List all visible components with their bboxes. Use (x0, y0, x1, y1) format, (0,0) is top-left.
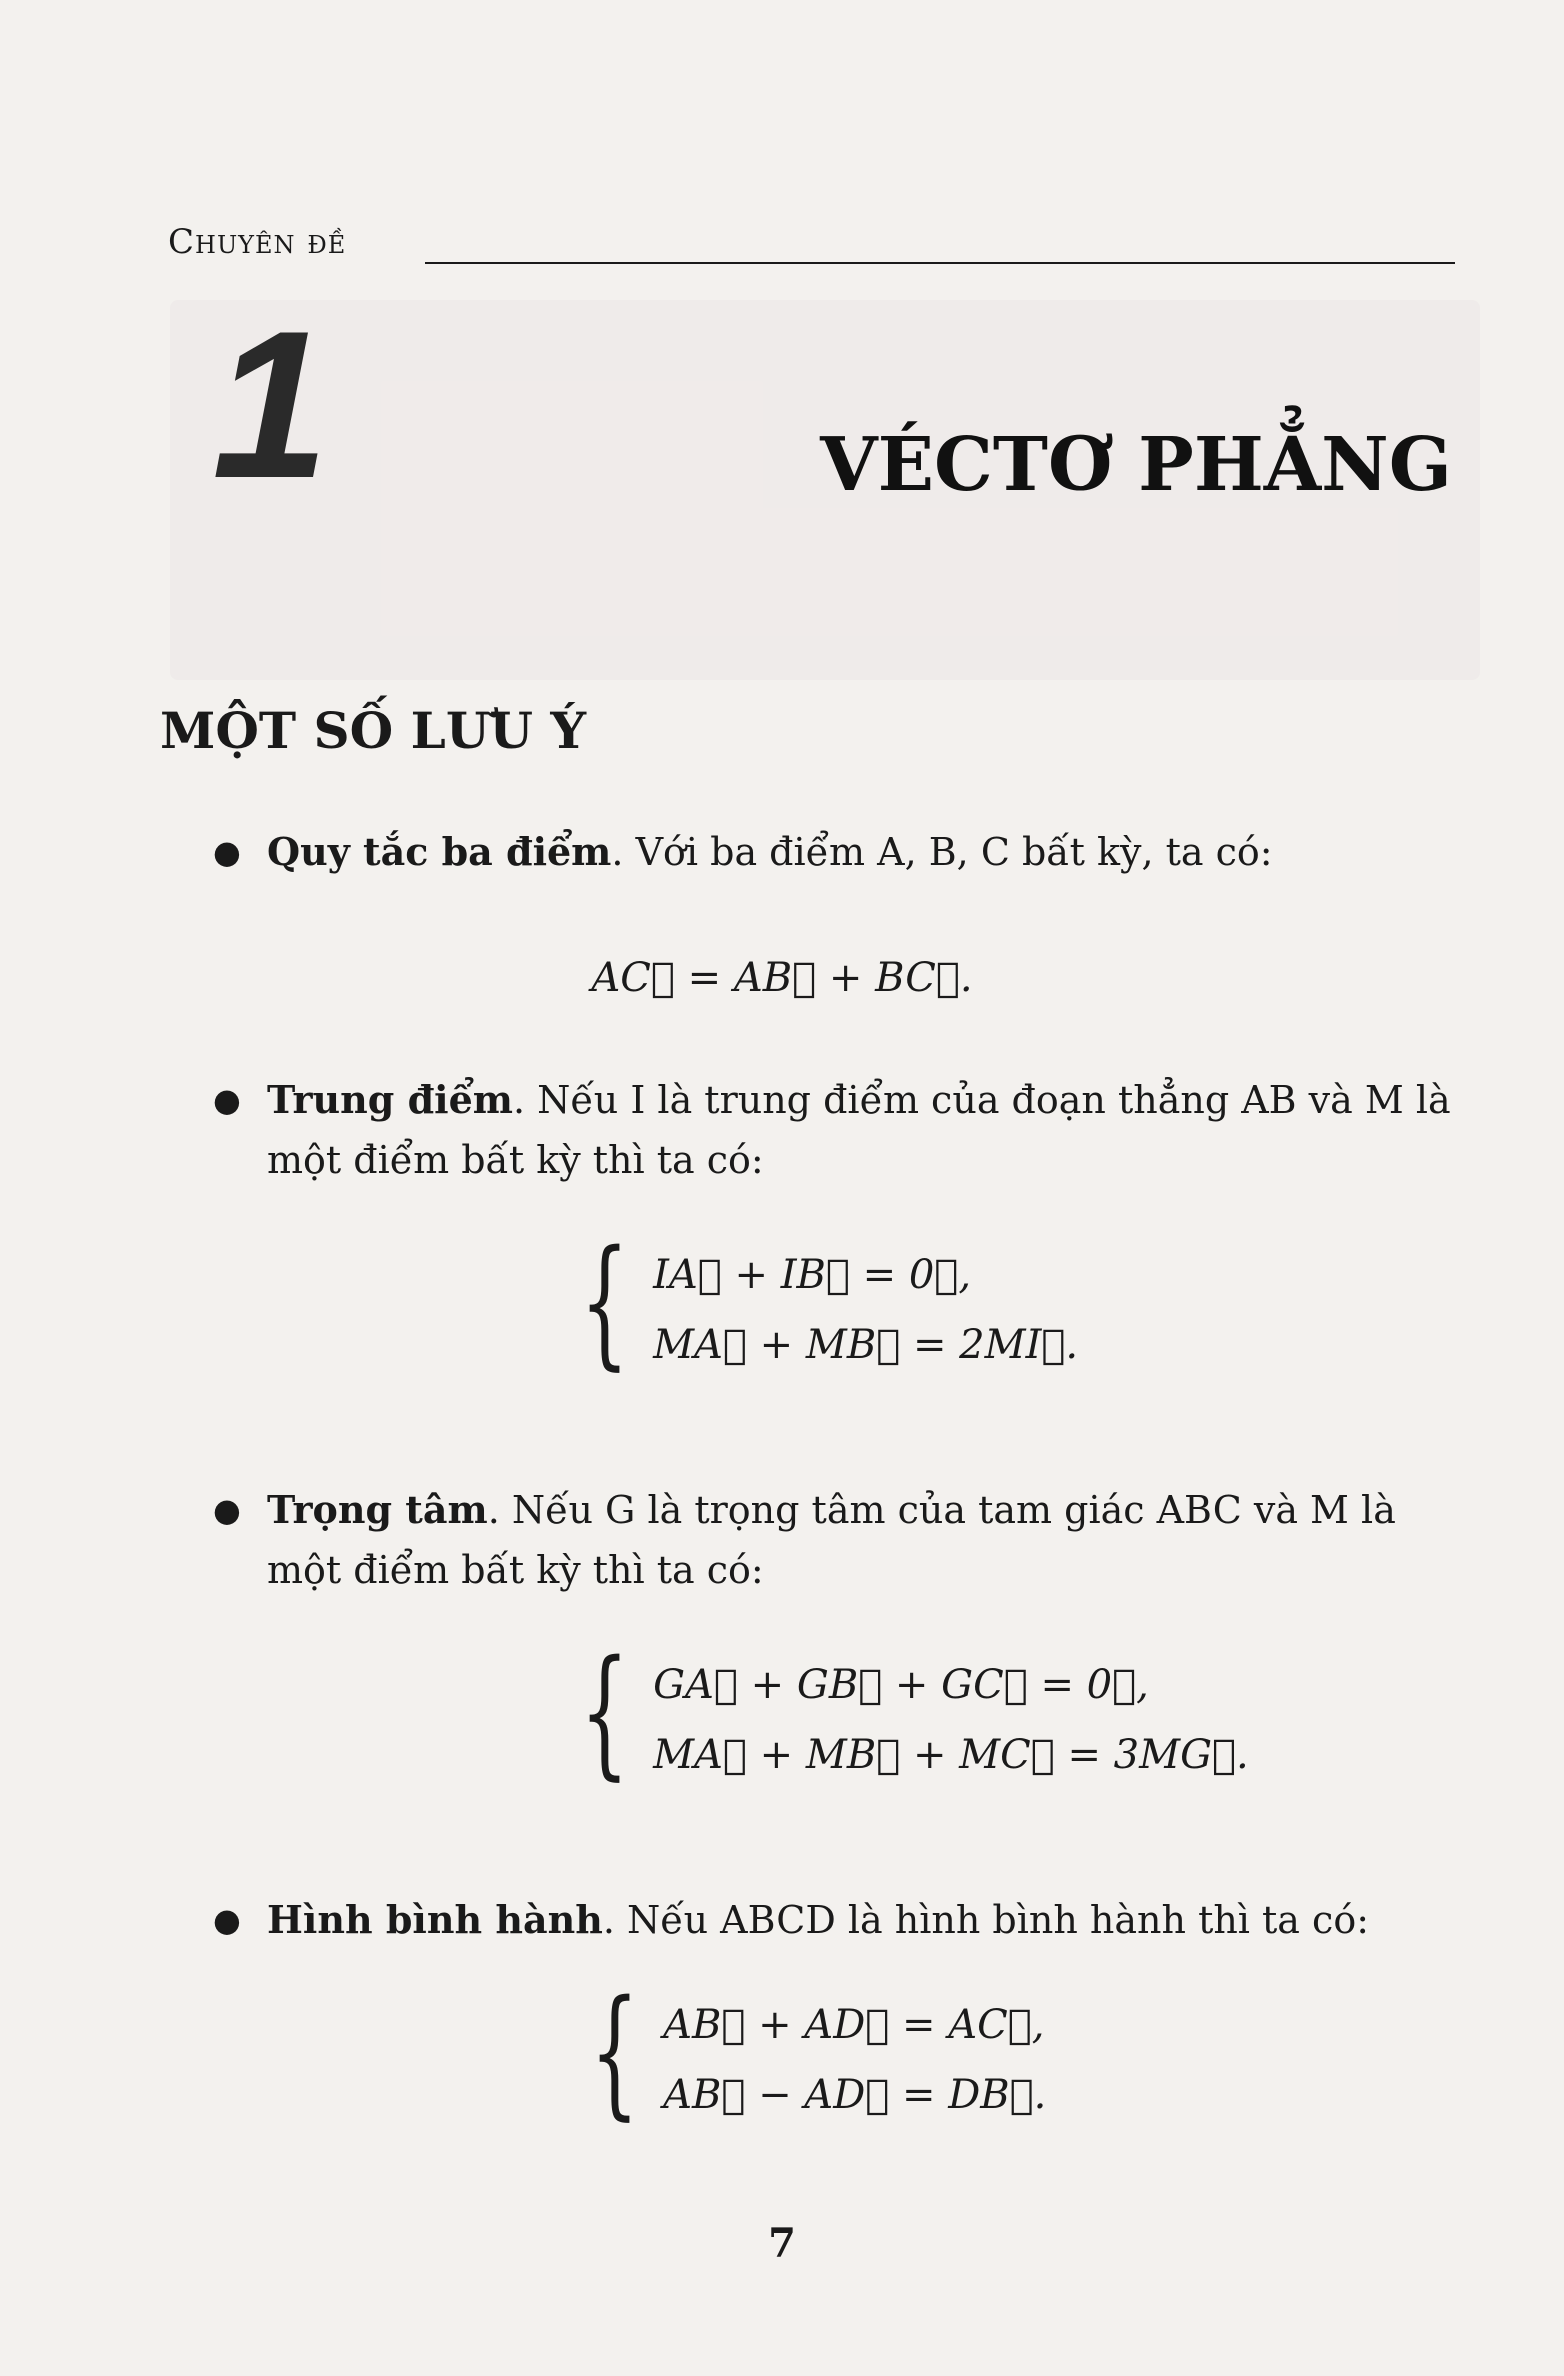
brace-icon: { (580, 1221, 630, 1384)
list-item (215, 1070, 1455, 1190)
bullet-icon: ● (213, 833, 241, 871)
item-term: Trọng tâm (267, 1487, 488, 1532)
formula: MA⃗ + MB⃗ + MC⃗ = 3MG⃗. (653, 1732, 1249, 1778)
item-text: . Với ba điểm A, B, C bất kỳ, ta có: (611, 830, 1273, 874)
formula: AB⃗ + AD⃗ = AC⃗, (663, 2002, 1045, 2048)
bullet-icon: ● (213, 1491, 241, 1529)
formula: MA⃗ + MB⃗ = 2MI⃗. (653, 1322, 1079, 1368)
item-text: . Nếu G là trọng tâm của tam giác ABC và M là một điểm bất kỳ thì ta có: (267, 1488, 1396, 1592)
bullet-icon: ● (213, 1901, 241, 1939)
brace-icon: { (580, 1631, 630, 1794)
formula: AC⃗ = AB⃗ + BC⃗. (591, 955, 973, 1001)
item-term: Hình bình hành (267, 1897, 603, 1942)
chapter-rule (425, 262, 1455, 264)
formula: IA⃗ + IB⃗ = 0⃗, (653, 1252, 972, 1298)
chapter-label: Chuyên đề (168, 222, 347, 262)
list-item (215, 822, 1455, 882)
formula-system (560, 1631, 1249, 1794)
bullet-icon: ● (213, 1081, 241, 1119)
item-term: Trung điểm (267, 1077, 513, 1122)
chapter-title: VÉCTƠ PHẲNG (820, 422, 1452, 508)
section-heading: MỘT SỐ LƯU Ý (160, 701, 587, 760)
page-number: 7 (768, 2220, 796, 2267)
item-term: Quy tắc ba điểm (267, 829, 612, 874)
list-item (215, 1890, 1455, 1950)
list-item (215, 1480, 1455, 1600)
formula-system (560, 1221, 1079, 1384)
formula: GA⃗ + GB⃗ + GC⃗ = 0⃗, (653, 1662, 1149, 1708)
item-text: . Nếu I là trung điểm của đoạn thẳng AB và M là một điểm bất kỳ thì ta có: (267, 1078, 1451, 1182)
chapter-number: 1 (212, 287, 329, 522)
formula: AB⃗ − AD⃗ = DB⃗. (663, 2072, 1047, 2118)
brace-icon: { (590, 1971, 640, 2134)
item-text: . Nếu ABCD là hình bình hành thì ta có: (602, 1898, 1370, 1942)
formula-system (570, 1971, 1047, 2134)
